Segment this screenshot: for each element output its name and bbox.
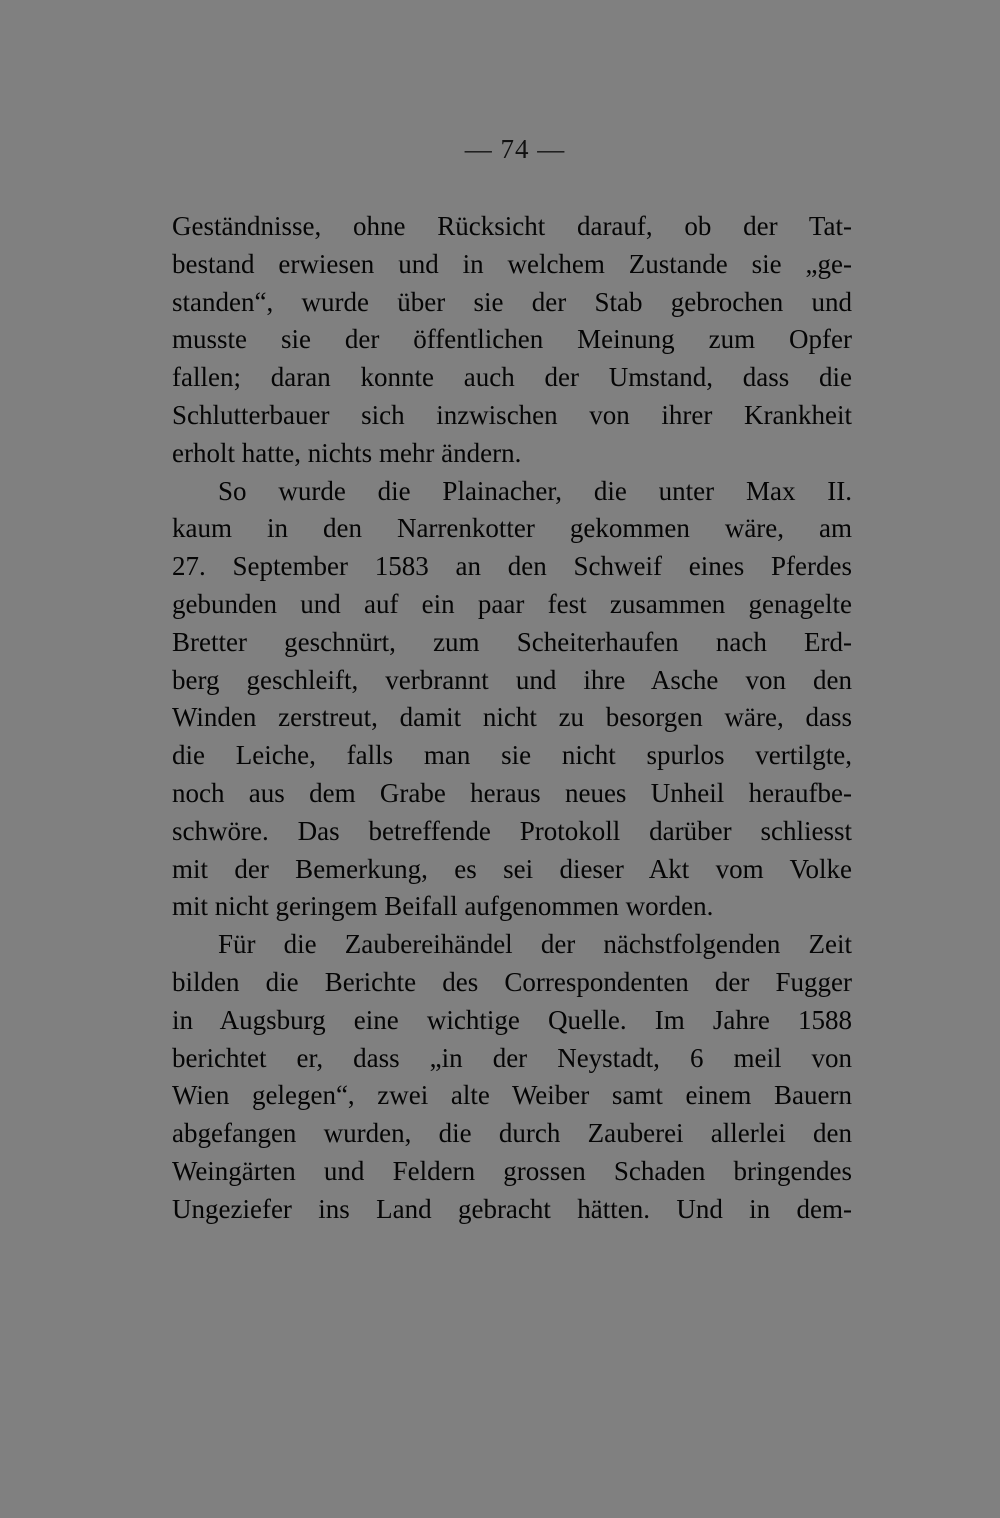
text-line: bilden die Berichte des Correspondenten der Fugger — [172, 966, 852, 997]
text-line: Geständnisse, ohne Rücksicht darauf, ob der Tat- — [172, 211, 852, 241]
page-number: — 74 — — [464, 134, 566, 164]
text-line: mit der Bemerkung, es sei dieser Akt vom Volke — [172, 853, 852, 884]
text-line: noch aus dem Grabe heraus neues Unheil heraufbe- — [172, 777, 852, 808]
text-line: Weingärten und Feldern grossen Schaden bringendes — [172, 1155, 852, 1186]
text-line: Winden zerstreut, damit nicht zu besorgen wäre, dass — [172, 702, 852, 733]
text-line: bestand erwiesen und in welchem Zustande sie „ge- — [172, 248, 852, 279]
text-line: Ungeziefer ins Land gebracht hätten. Und in dem- — [172, 1193, 852, 1224]
text-line: Bretter geschnürt, zum Scheiterhaufen nach Erd- — [172, 626, 852, 657]
body-text — [172, 208, 852, 1229]
text-line: musste sie der öffentlichen Meinung zum Opfer — [172, 324, 852, 355]
text-line: in Augsburg eine wichtige Quelle. Im Jahre 1588 — [172, 1004, 852, 1035]
text-line: Für die Zaubereihändel der nächstfolgenden Zeit — [218, 929, 852, 960]
text-line: Schlutterbauer sich inzwischen von ihrer Krankheit — [172, 399, 852, 430]
text-line: mit nicht geringem Beifall aufgenommen worden. — [172, 891, 714, 922]
text-line: erholt hatte, nichts mehr ändern. — [172, 437, 522, 468]
text-line: berichtet er, dass „in der Neystadt, 6 meil von — [172, 1042, 852, 1073]
text-line: So wurde die Plainacher, die unter Max II. — [218, 475, 852, 506]
text-line: 27. September 1583 an den Schweif eines Pferdes — [172, 551, 852, 582]
text-line: standen“, wurde über sie der Stab gebrochen und — [172, 286, 852, 317]
text-line: die Leiche, falls man sie nicht spurlos vertilgte, — [172, 740, 852, 771]
text-line: berg geschleift, verbrannt und ihre Asche von den — [172, 664, 852, 695]
text-line: kaum in den Narrenkotter gekommen wäre, am — [172, 513, 852, 544]
text-line: abgefangen wurden, die durch Zauberei allerlei den — [172, 1118, 852, 1149]
text-line: Wien gelegen“, zwei alte Weiber samt einem Bauern — [172, 1080, 852, 1111]
text-line: schwöre. Das betreffende Protokoll darüber schliesst — [172, 815, 852, 846]
text-line: fallen; daran konnte auch der Umstand, dass die — [172, 362, 852, 393]
text-line: gebunden und auf ein paar fest zusammen genagelte — [172, 588, 852, 619]
